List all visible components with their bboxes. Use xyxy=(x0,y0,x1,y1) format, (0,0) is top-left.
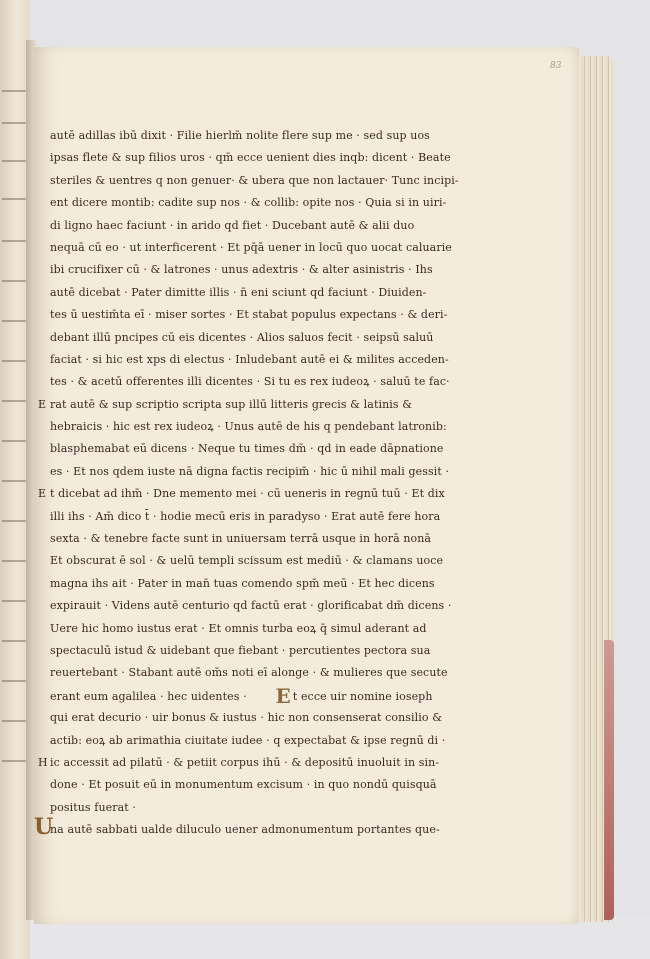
text-block xyxy=(34,125,470,842)
line-text: nequā cū eo · ut interficerent · Et pq̄ā uener in locū quo uocat caluarie xyxy=(50,240,452,254)
manuscript-line xyxy=(50,730,470,752)
line-text: rat autē & sup scriptio scripta sup illū litteris grecis & latinis & xyxy=(50,397,413,411)
line-text: positus fuerat · xyxy=(50,800,136,814)
line-text: ibi crucifixer cū · & latrones · unus adextris · & alter asinistris · Ihs xyxy=(50,263,433,277)
line-text: debant illū pncipes cū eis dicentes · Alios saluos fecit · seipsū saluū xyxy=(50,330,434,344)
manuscript-line xyxy=(50,349,470,371)
manuscript-line xyxy=(50,304,470,326)
marginal-initial: H xyxy=(38,755,48,769)
line-text: hebraicis · hic est rex iudeoꝝ · Unus autē de his q pendebant latronib: xyxy=(50,420,447,434)
line-text: steriles & uentres q non genuer· & ubera que non lactauer· Tunc incipi- xyxy=(50,173,459,187)
line-text: na autē sabbati ualde diluculo uener admonumentum portantes que- xyxy=(50,823,440,837)
manuscript-line xyxy=(34,814,470,841)
marginal-initial: E xyxy=(38,487,47,501)
manuscript-line xyxy=(50,192,470,214)
manuscript-line xyxy=(38,483,470,505)
line-text: ic accessit ad pilatū · & petiit corpus ihū · & depositū inuoluit in sin- xyxy=(50,755,440,769)
line-text: Et obscurat ē sol · & uelū templi scissum est mediū · & clamans uoce xyxy=(50,554,444,568)
manuscript-line xyxy=(50,215,470,237)
line-text: magna ihs ait · Pater in man̄ tuas comendo spm̄ meū · Et hec dicens xyxy=(50,576,435,590)
line-text: ent dicere montib: cadite sup nos · & collib: opite nos · Quia si in uiri- xyxy=(50,196,447,210)
manuscript-line xyxy=(50,506,470,528)
manuscript-line xyxy=(50,640,470,662)
manuscript-line xyxy=(50,618,470,640)
manuscript-line xyxy=(50,797,470,819)
manuscript-line xyxy=(50,416,470,438)
marginal-initial: E xyxy=(38,397,47,411)
line-text: tes ū uestim̄ta eī · miser sortes · Et stabat populus expectans · & deri- xyxy=(50,308,448,322)
decorated-initial: U xyxy=(34,814,54,841)
manuscript-line xyxy=(50,327,470,349)
line-text-continuation: t ecce uir nomine ioseph xyxy=(292,689,433,703)
red-page-edge xyxy=(604,640,614,920)
line-text: autē adillas ibū dixit · Filie hierlm̄ nolite flere sup me · sed sup uos xyxy=(50,129,430,142)
line-text: tes · & acetū offerentes illi dicentes · Si tu es rex iudeoꝝ · saluū te fac· xyxy=(50,375,450,389)
manuscript-line xyxy=(50,774,470,796)
manuscript-line xyxy=(50,550,470,572)
manuscript-line xyxy=(50,147,470,169)
line-text: Uere hic homo iustus erat · Et omnis turba eoꝝ q̄ simul aderant ad xyxy=(50,621,427,635)
line-text: sexta · & tenebre facte sunt in uniuersam terrā usque in horā nonā xyxy=(50,532,432,546)
line-text: spectaculū istud & uidebant que fiebant · percutientes pectora sua xyxy=(50,643,431,657)
line-text: qui erat decurio · uir bonus & iustus · hic non consenserat consilio & xyxy=(50,711,443,725)
manuscript-line xyxy=(50,528,470,550)
manuscript-line xyxy=(50,438,470,460)
line-text: illi ihs · Am̄ dico t̄ · hodie mecū eris in paradyso · Erat autē fere hora xyxy=(50,509,441,523)
manuscript-line xyxy=(50,371,470,393)
spacer xyxy=(247,690,276,703)
line-text: ipsas flete & sup filios uros · qm̄ ecce uenient dies inqb: dicent · Beate xyxy=(50,151,451,165)
gold-initial: E xyxy=(275,683,291,708)
manuscript-line xyxy=(38,752,470,774)
manuscript-line xyxy=(50,237,470,259)
line-text: actib: eoꝝ ab arimathia ciuitate iudee · q expectabat & ipse regnū di · xyxy=(50,733,446,747)
line-text: autē dicebat · Pater dimitte illis · n̄ eni sciunt qd faciunt · Diuiden- xyxy=(50,285,427,299)
line-text: expirauit · Videns autē centurio qd factū erat · glorificabat dm̄ dicens · xyxy=(50,599,452,613)
line-text: done · Et posuit eū in monumentum excisum · in quo nondū quisquā xyxy=(50,778,437,792)
manuscript-line xyxy=(50,282,470,304)
manuscript-line xyxy=(50,707,470,729)
manuscript-line xyxy=(50,595,470,617)
manuscript-line xyxy=(50,170,470,192)
manuscript-line xyxy=(50,685,470,707)
line-text: reuertebant · Stabant autē om̄s noti eī alonge · & mulieres que secute xyxy=(50,666,448,680)
manuscript-line xyxy=(50,125,470,147)
line-text: es · Et nos qdem iuste nā digna factis recipim̄ · hic ū nihil mali gessit · xyxy=(50,464,450,478)
manuscript-line xyxy=(50,461,470,483)
line-text: erant eum agalilea · hec uidentes · xyxy=(50,689,247,703)
manuscript-line xyxy=(38,394,470,416)
line-text: faciat · si hic est xps di electus · Inludebant autē ei & milites acceden- xyxy=(50,352,449,366)
line-text: blasphemabat eū dicens · Neque tu times dm̄ · qd in eade dāpnatione xyxy=(50,442,444,456)
line-text: t dicebat ad ihm̄ · Dne memento mei · cū ueneris in regnū tuū · Et dix xyxy=(50,487,445,501)
folio-number: 83 xyxy=(550,61,562,71)
line-text: di ligno haec faciunt · in arido qd fiet · Ducebant autē & alii duo xyxy=(50,218,415,232)
manuscript-line xyxy=(50,259,470,281)
manuscript-line xyxy=(50,573,470,595)
manuscript-line xyxy=(50,662,470,684)
